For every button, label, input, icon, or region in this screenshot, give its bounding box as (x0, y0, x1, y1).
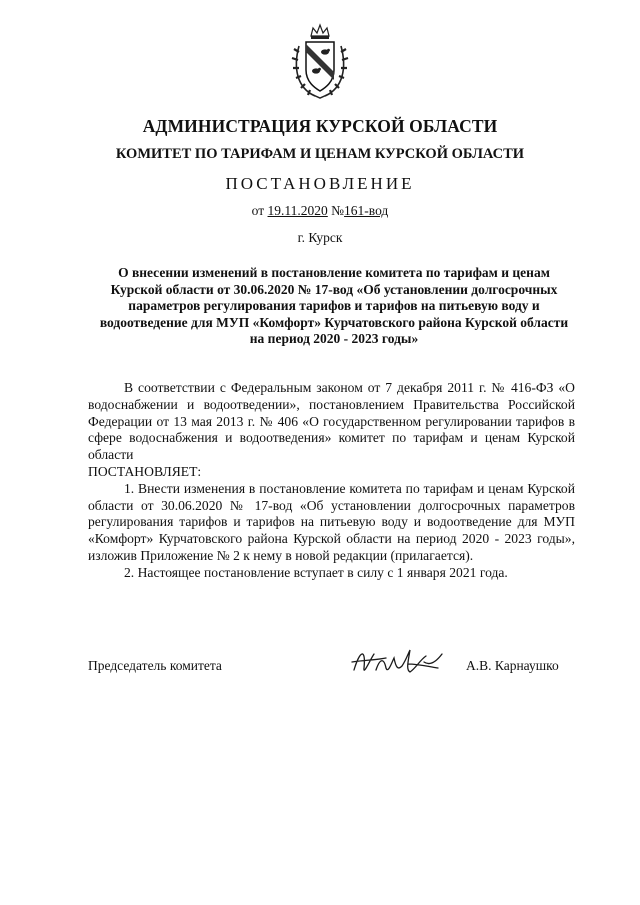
signer-name: А.В. Карнаушко (466, 658, 559, 673)
clause-1: 1. Внести изменения в постановление комитета по тарифам и ценам Курской области от 30.06.2020 № 17-вод «Об установлении долгосрочных параметров регулирования тарифов и тарифов на питьевую воду и водоотведение для МУП «Комфорт» Курчатовского района Курской области на период 2020 - 2023 годы», изложив Приложение № 2 к нему в новой редакции (прилагается). (88, 480, 575, 563)
kursk-coat-of-arms-icon (289, 22, 351, 102)
date-line (0, 203, 640, 219)
date-prefix: от (251, 203, 265, 218)
handwritten-signature-icon (346, 640, 458, 686)
administration-title: АДМИНИСТРАЦИЯ КУРСКОЙ ОБЛАСТИ (142, 116, 498, 136)
document-body (88, 380, 575, 582)
document-number: 161-вод (344, 203, 389, 218)
document-title: О внесении изменений в постановление комитета по тарифам и ценам Курской области от 30.06.2020 № 17-вод «Об установлении долгосрочных параметров регулирования тарифов и тарифов на питьевую воду и водоотведение для МУП «Комфорт» Курчатовского района Курской области на период 2020 - 2023 годы» (99, 265, 569, 346)
document-date: 19.11.2020 (267, 203, 328, 218)
number-prefix: № (331, 203, 345, 218)
preamble-paragraph: В соответствии с Федеральным законом от 7 декабря 2011 г. № 416-ФЗ «О водоснабжении и водоотведении», постановлением Правительства Российской Федерации от 13 мая 2013 г. № 406 «О государственном регулировании тарифов в сфере водоснабжения и водоотведения» комитет по тарифам и ценам Курской области (88, 380, 575, 463)
signer-position: Председатель комитета (88, 658, 222, 673)
city: г. Курск (297, 230, 343, 245)
resolves-line: ПОСТАНОВЛЯЕТ: (88, 463, 202, 479)
document-type: ПОСТАНОВЛЕНИЕ (225, 174, 415, 193)
committee-title: КОМИТЕТ ПО ТАРИФАМ И ЦЕНАМ КУРСКОЙ ОБЛАСТИ (115, 146, 525, 162)
clause-2: 2. Настоящее постановление вступает в силу с 1 января 2021 года. (124, 564, 508, 580)
